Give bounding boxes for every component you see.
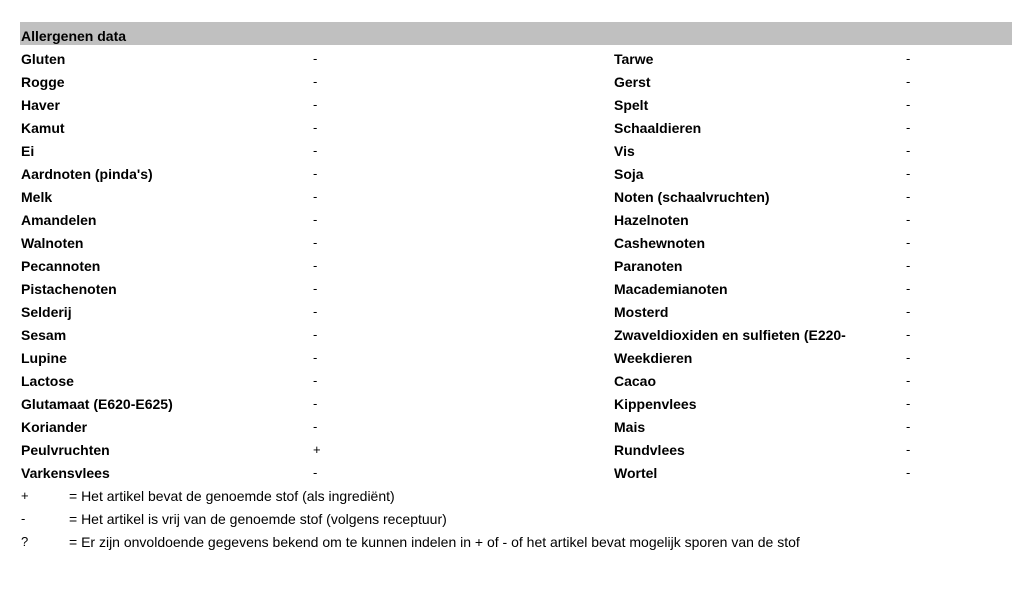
- table-row: [20, 459, 1012, 482]
- allergen-value-left: -: [313, 281, 318, 296]
- legend-text: = Er zijn onvoldoende gegevens bekend om te kunnen indelen in + of - of het artikel bevat mogelijk sporen van de stof: [69, 534, 800, 550]
- allergen-name-right: Kippenvlees: [614, 396, 697, 412]
- allergen-value-right: -: [906, 304, 911, 319]
- legend-item: [20, 482, 1012, 505]
- allergen-name-right: Gerst: [614, 74, 651, 90]
- allergen-name-right: Mais: [614, 419, 646, 435]
- allergen-value-right: -: [906, 396, 911, 411]
- allergen-name-right: Soja: [614, 166, 644, 182]
- table-row: [20, 91, 1012, 114]
- table-row: [20, 298, 1012, 321]
- table-row: [20, 321, 1012, 344]
- allergen-value-right: -: [906, 465, 911, 480]
- table-row: [20, 183, 1012, 206]
- table-row: [20, 137, 1012, 160]
- allergen-value-left: -: [313, 419, 318, 434]
- allergen-value-left: -: [313, 304, 318, 319]
- allergen-name-left: Aardnoten (pinda's): [21, 166, 153, 182]
- allergen-name-left: Rogge: [21, 74, 65, 90]
- sheet-title: Allergenen data: [20, 22, 1012, 45]
- allergen-value-left: -: [313, 212, 318, 227]
- allergen-name-left: Pistachenoten: [21, 281, 117, 297]
- allergen-name-left: Selderij: [21, 304, 72, 320]
- table-row: [20, 114, 1012, 137]
- allergen-value-right: -: [906, 442, 911, 457]
- allergen-name-right: Vis: [614, 143, 635, 159]
- allergen-name-left: Varkensvlees: [21, 465, 110, 481]
- allergen-name-right: Wortel: [614, 465, 658, 481]
- table-row: [20, 68, 1012, 91]
- legend-symbol: +: [21, 488, 29, 503]
- legend-item: [20, 528, 1012, 551]
- allergen-value-left: -: [313, 166, 318, 181]
- table-row: [20, 413, 1012, 436]
- allergen-value-left: -: [313, 120, 318, 135]
- allergen-name-left: Amandelen: [21, 212, 97, 228]
- legend-text: = Het artikel bevat de genoemde stof (als ingrediënt): [69, 488, 395, 504]
- allergen-name-right: Zwaveldioxiden en sulfieten (E220-: [614, 327, 846, 343]
- allergen-name-right: Spelt: [614, 97, 649, 113]
- allergen-sheet: [20, 22, 1012, 551]
- allergen-name-right: Cacao: [614, 373, 657, 389]
- table-row: [20, 45, 1012, 68]
- allergen-name-right: Tarwe: [614, 51, 654, 67]
- allergen-value-left: -: [313, 189, 318, 204]
- allergen-name-right: Paranoten: [614, 258, 683, 274]
- allergen-value-left: -: [313, 143, 318, 158]
- allergen-value-right: -: [906, 189, 911, 204]
- allergen-name-left: Kamut: [21, 120, 65, 136]
- table-row: [20, 344, 1012, 367]
- allergen-value-left: -: [313, 97, 318, 112]
- allergen-name-left: Pecannoten: [21, 258, 101, 274]
- allergen-value-right: -: [906, 143, 911, 158]
- legend-symbol: -: [21, 511, 26, 526]
- allergen-value-left: -: [313, 258, 318, 273]
- allergen-value-left: +: [313, 442, 321, 457]
- allergen-name-left: Haver: [21, 97, 60, 113]
- allergen-name-right: Rundvlees: [614, 442, 685, 458]
- table-row: [20, 390, 1012, 413]
- allergen-value-right: -: [906, 327, 911, 342]
- allergen-name-left: Sesam: [21, 327, 67, 343]
- allergen-value-left: -: [313, 74, 318, 89]
- legend-text: = Het artikel is vrij van de genoemde stof (volgens receptuur): [69, 511, 447, 527]
- allergen-name-right: Noten (schaalvruchten): [614, 189, 770, 205]
- allergen-value-right: -: [906, 97, 911, 112]
- allergen-value-right: -: [906, 74, 911, 89]
- table-row: [20, 206, 1012, 229]
- allergen-name-left: Peulvruchten: [21, 442, 110, 458]
- allergen-value-left: -: [313, 235, 318, 250]
- table-row: [20, 229, 1012, 252]
- allergen-table: [20, 45, 1012, 482]
- allergen-name-right: Mosterd: [614, 304, 669, 320]
- allergen-value-right: -: [906, 120, 911, 135]
- allergen-name-left: Lupine: [21, 350, 67, 366]
- legend-symbol: ?: [21, 534, 29, 549]
- allergen-name-left: Melk: [21, 189, 53, 205]
- allergen-value-right: -: [906, 281, 911, 296]
- allergen-value-right: -: [906, 212, 911, 227]
- allergen-name-right: Hazelnoten: [614, 212, 689, 228]
- allergen-name-left: Ei: [21, 143, 35, 159]
- allergen-value-left: -: [313, 373, 318, 388]
- table-row: [20, 436, 1012, 459]
- allergen-name-left: Lactose: [21, 373, 74, 389]
- allergen-name-left: Koriander: [21, 419, 88, 435]
- allergen-name-right: Weekdieren: [614, 350, 693, 366]
- allergen-value-left: -: [313, 327, 318, 342]
- allergen-value-right: -: [906, 258, 911, 273]
- allergen-value-right: -: [906, 51, 911, 66]
- allergen-name-right: Schaaldieren: [614, 120, 702, 136]
- allergen-value-right: -: [906, 235, 911, 250]
- table-row: [20, 275, 1012, 298]
- table-row: [20, 367, 1012, 390]
- allergen-value-left: -: [313, 465, 318, 480]
- allergen-value-right: -: [906, 350, 911, 365]
- allergen-value-right: -: [906, 373, 911, 388]
- legend-item: [20, 505, 1012, 528]
- allergen-name-left: Gluten: [21, 51, 66, 67]
- allergen-value-left: -: [313, 51, 318, 66]
- allergen-value-right: -: [906, 419, 911, 434]
- allergen-value-right: -: [906, 166, 911, 181]
- allergen-name-right: Cashewnoten: [614, 235, 706, 251]
- table-row: [20, 160, 1012, 183]
- allergen-value-left: -: [313, 396, 318, 411]
- allergen-name-left: Glutamaat (E620-E625): [21, 396, 173, 412]
- legend: [20, 482, 1012, 551]
- allergen-name-left: Walnoten: [21, 235, 84, 251]
- allergen-value-left: -: [313, 350, 318, 365]
- table-row: [20, 252, 1012, 275]
- allergen-name-right: Macademianoten: [614, 281, 728, 297]
